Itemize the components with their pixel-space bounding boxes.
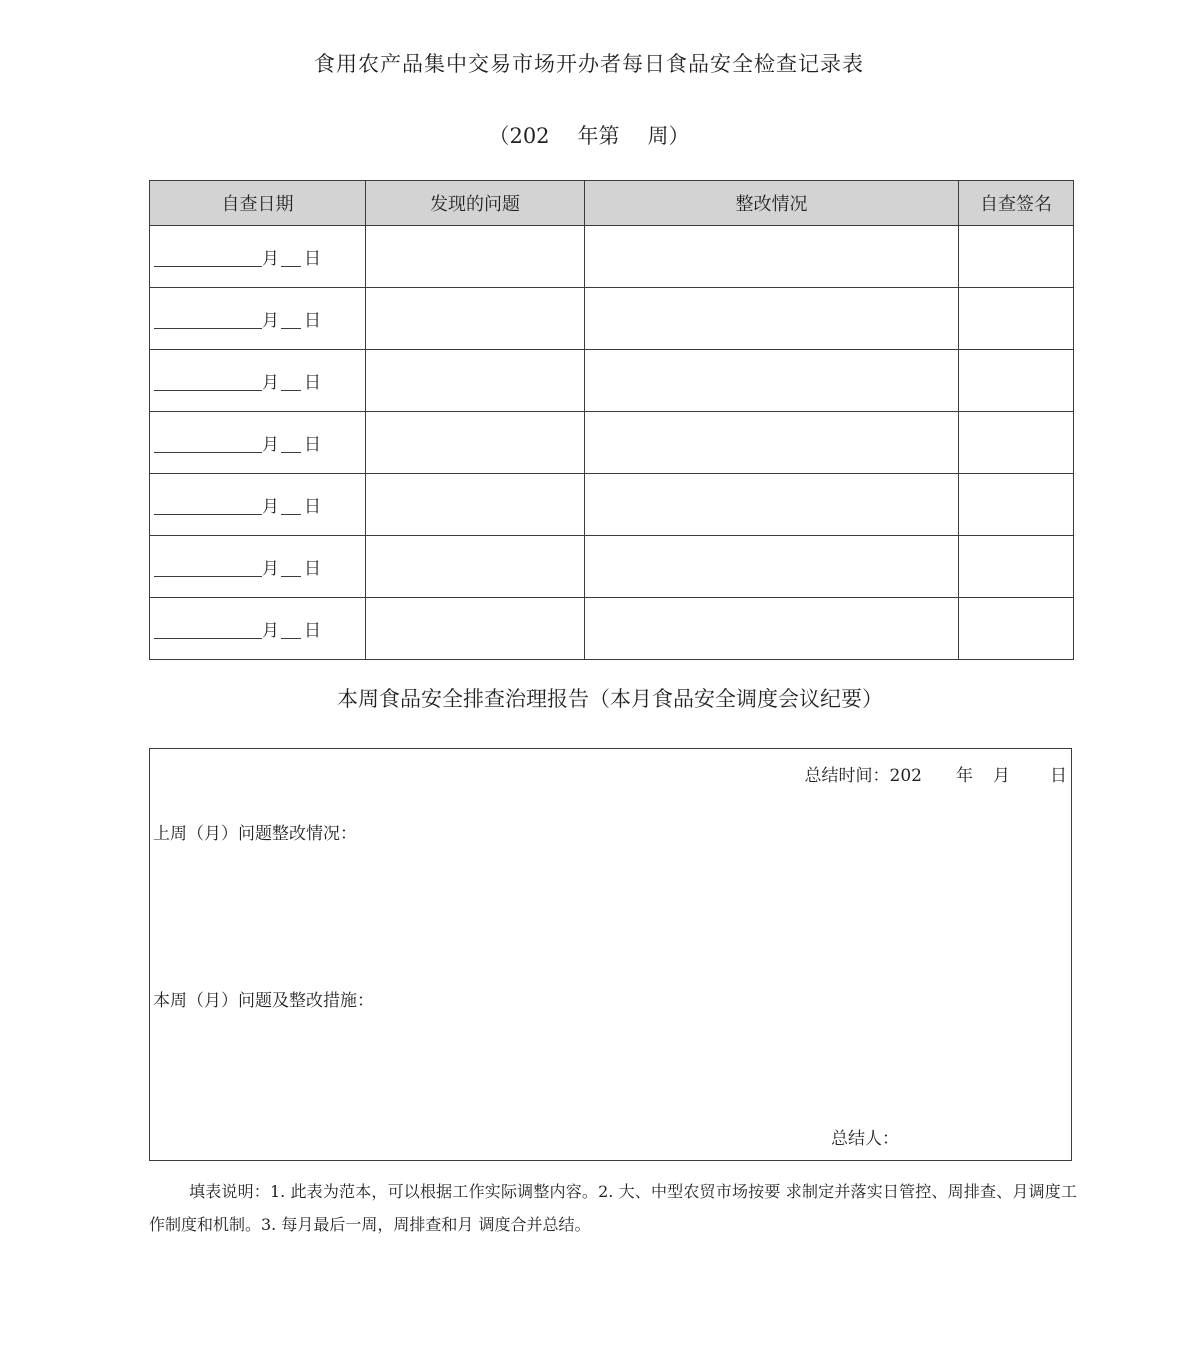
rectification-cell[interactable]	[585, 412, 959, 474]
table-row	[150, 288, 1074, 350]
issues-cell[interactable]	[366, 226, 585, 288]
inspection-table	[149, 180, 1074, 660]
day-label: 日	[304, 249, 321, 269]
form-title: 食用农产品集中交易市场开办者每日食品安全检查记录表	[314, 52, 864, 76]
day-blank[interactable]	[281, 514, 301, 515]
day-blank[interactable]	[281, 390, 301, 391]
day-blank[interactable]	[281, 638, 301, 639]
issues-cell[interactable]	[366, 412, 585, 474]
day-label: 日	[304, 311, 321, 331]
summary-day: 日	[1050, 766, 1067, 786]
day-label: 日	[304, 497, 321, 517]
week-label: 周）	[647, 124, 690, 148]
rectification-cell[interactable]	[585, 226, 959, 288]
month-label: 月	[262, 621, 279, 641]
table-row	[150, 536, 1074, 598]
day-blank[interactable]	[281, 576, 301, 577]
header-issues: 发现的问题	[366, 181, 585, 226]
report-box	[149, 748, 1072, 1161]
summary-time	[805, 761, 1067, 786]
day-label: 日	[304, 559, 321, 579]
header-rectification: 整改情况	[585, 181, 959, 226]
date-cell[interactable]	[150, 226, 366, 288]
filling-instructions: 填表说明：1. 此表为范本，可以根据工作实际调整内容。2. 大、中型农贸市场按要 求制定并落实日管控、周排查、月调度工作制度和机制。3. 每月最后一周，周排查和月 调度合并总结。	[149, 1182, 1077, 1234]
summary-month: 月	[993, 766, 1010, 786]
month-label: 月	[262, 497, 279, 517]
week-year: 年第	[577, 124, 620, 148]
signature-cell[interactable]	[959, 536, 1074, 598]
signature-cell[interactable]	[959, 474, 1074, 536]
table-row	[150, 226, 1074, 288]
issues-cell[interactable]	[366, 474, 585, 536]
date-cell[interactable]	[150, 412, 366, 474]
summary-year: 年	[956, 766, 973, 786]
signature-cell[interactable]	[959, 412, 1074, 474]
header-signature: 自查签名	[959, 181, 1074, 226]
table-header-row	[150, 181, 1074, 226]
week-line	[0, 120, 1178, 150]
month-blank[interactable]	[154, 576, 262, 577]
table-row	[150, 598, 1074, 660]
month-blank[interactable]	[154, 266, 262, 267]
day-blank[interactable]	[281, 328, 301, 329]
month-blank[interactable]	[154, 514, 262, 515]
month-blank[interactable]	[154, 452, 262, 453]
date-cell[interactable]	[150, 598, 366, 660]
month-blank[interactable]	[154, 638, 262, 639]
rectification-cell[interactable]	[585, 288, 959, 350]
day-label: 日	[304, 621, 321, 641]
date-cell[interactable]	[150, 474, 366, 536]
rectification-cell[interactable]	[585, 536, 959, 598]
date-cell[interactable]	[150, 288, 366, 350]
month-blank[interactable]	[154, 328, 262, 329]
header-date: 自查日期	[150, 181, 366, 226]
rectification-cell[interactable]	[585, 474, 959, 536]
table-row	[150, 412, 1074, 474]
summarizer-label: 总结人：	[831, 1129, 899, 1149]
table-row	[150, 474, 1074, 536]
signature-cell[interactable]	[959, 350, 1074, 412]
month-label: 月	[262, 559, 279, 579]
date-cell[interactable]	[150, 350, 366, 412]
previous-rectification-label: 上周（月）问题整改情况：	[153, 824, 357, 844]
month-label: 月	[262, 311, 279, 331]
date-cell[interactable]	[150, 536, 366, 598]
issues-cell[interactable]	[366, 288, 585, 350]
rectification-cell[interactable]	[585, 350, 959, 412]
week-open: （202	[488, 124, 550, 148]
report-title: 本周食品安全排查治理报告（本月食品安全调度会议纪要）	[337, 687, 883, 711]
day-label: 日	[304, 373, 321, 393]
signature-cell[interactable]	[959, 598, 1074, 660]
issues-cell[interactable]	[366, 536, 585, 598]
rectification-cell[interactable]	[585, 598, 959, 660]
signature-cell[interactable]	[959, 288, 1074, 350]
month-label: 月	[262, 249, 279, 269]
signature-cell[interactable]	[959, 226, 1074, 288]
month-blank[interactable]	[154, 390, 262, 391]
summary-time-label: 总结时间：202	[804, 766, 922, 786]
month-label: 月	[262, 435, 279, 455]
month-label: 月	[262, 373, 279, 393]
day-label: 日	[304, 435, 321, 455]
day-blank[interactable]	[281, 452, 301, 453]
issues-cell[interactable]	[366, 598, 585, 660]
table-row	[150, 350, 1074, 412]
day-blank[interactable]	[281, 266, 301, 267]
current-issues-label: 本周（月）问题及整改措施：	[153, 991, 374, 1011]
issues-cell[interactable]	[366, 350, 585, 412]
